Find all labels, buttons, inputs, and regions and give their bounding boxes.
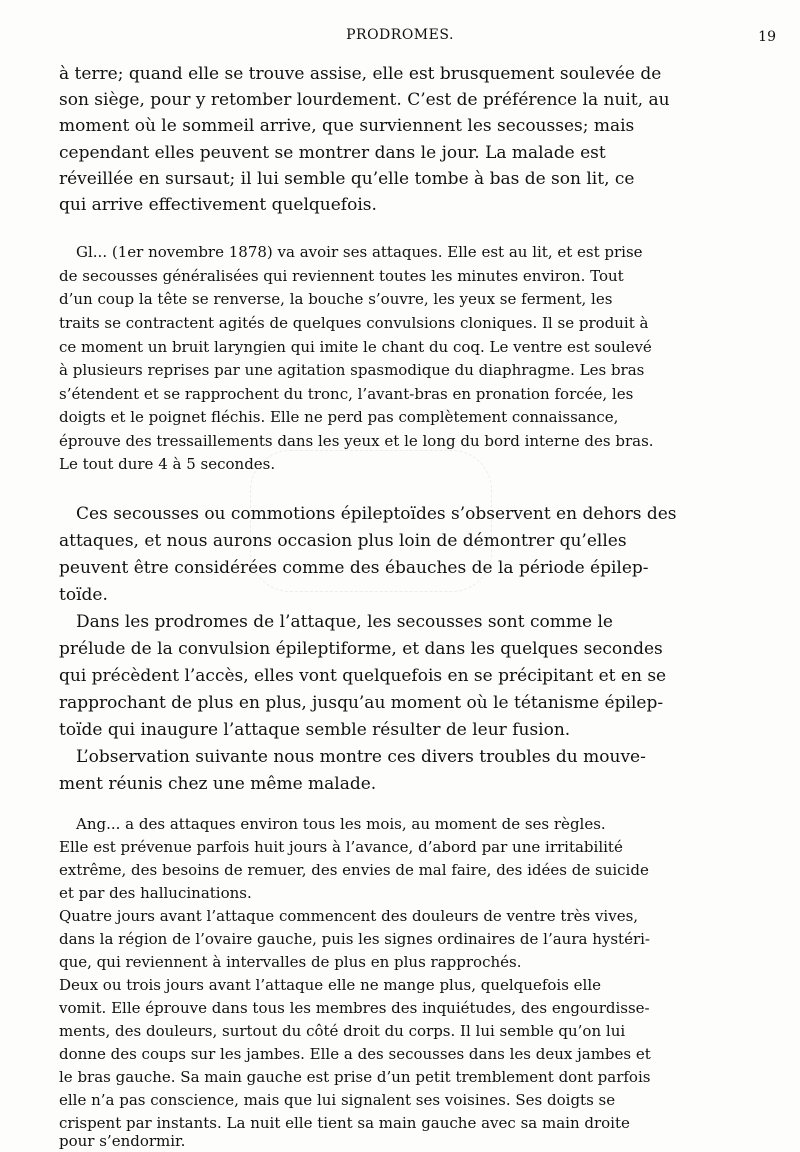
text-line: qui arrive effectivement quelquefois. <box>59 195 377 215</box>
text-line: donne des coups sur les jambes. Elle a des secousses dans les deux jambes et <box>59 1045 651 1063</box>
text-line: Quatre jours avant l’attaque commencent des douleurs de ventre très vives, <box>59 907 639 925</box>
text-line: attaques, et nous aurons occasion plus loin de démontrer qu’elles <box>59 531 627 551</box>
text-line: elle n’a pas conscience, mais que lui signalent ses voisines. Ses doigts se <box>59 1091 616 1109</box>
text-line: traits se contractent agités de quelques convulsions cloniques. Il se produit à <box>59 314 649 332</box>
text-line: doigts et le poignet fléchis. Elle ne perd pas complètement connaissance, <box>59 408 619 426</box>
text-line: vomit. Elle éprouve dans tous les membres des inquiétudes, des engourdisse- <box>59 999 650 1017</box>
text-line: que, qui reviennent à intervalles de plus en plus rapprochés. <box>59 953 522 971</box>
text-line: Ang... a des attaques environ tous les mois, au moment de ses règles. <box>76 815 606 833</box>
text-line: à plusieurs reprises par une agitation spasmodique du diaphragme. Les bras <box>59 361 645 379</box>
text-line: Elle est prévenue parfois huit jours à l’avance, d’abord par une irritabilité <box>59 838 623 856</box>
text-line: le bras gauche. Sa main gauche est prise d’un petit tremblement dont parfois <box>59 1068 651 1086</box>
text-line: Ces secousses ou commotions épileptoïdes s’observent en dehors des <box>76 504 677 524</box>
text-line: réveillée en sursaut; il lui semble qu’elle tombe à bas de son lit, ce <box>59 169 635 189</box>
text-line: Deux ou trois jours avant l’attaque elle ne mange plus, quelquefois elle <box>59 976 602 994</box>
text-line: L’observation suivante nous montre ces divers troubles du mouve- <box>76 747 646 767</box>
text-line: et par des hallucinations. <box>59 884 252 902</box>
page-header <box>0 27 800 49</box>
text-line: extrême, des besoins de remuer, des envies de mal faire, des idées de suicide <box>59 861 649 879</box>
text-line: toïde. <box>59 585 108 605</box>
text-line: dans la région de l’ovaire gauche, puis les signes ordinaires de l’aura hystéri- <box>59 930 650 948</box>
page-number: 19 <box>758 29 776 45</box>
text-line: Le tout dure 4 à 5 secondes. <box>59 455 276 473</box>
text-line: éprouve des tressaillements dans les yeux et le long du bord interne des bras. <box>59 432 654 450</box>
text-line: pour s’endormir. <box>59 1132 186 1150</box>
text-line: moment où le sommeil arrive, que surviennent les secousses; mais <box>59 116 635 136</box>
text-line: ments, des douleurs, surtout du côté droit du corps. Il lui semble qu’on lui <box>59 1022 626 1040</box>
text-line: ment réunis chez une même malade. <box>59 774 377 794</box>
text-line: s’étendent et se rapprochent du tronc, l’avant-bras en pronation forcée, les <box>59 385 634 403</box>
text-line: d’un coup la tête se renverse, la bouche s’ouvre, les yeux se ferment, les <box>59 290 613 308</box>
text-line: à terre; quand elle se trouve assise, elle est brusquement soulevée de <box>59 64 662 84</box>
text-line: toïde qui inaugure l’attaque semble résulter de leur fusion. <box>59 720 571 740</box>
text-line: de secousses généralisées qui reviennent toutes les minutes environ. Tout <box>59 267 624 285</box>
text-line: prélude de la convulsion épileptiforme, et dans les quelques secondes <box>59 639 663 659</box>
text-line: rapprochant de plus en plus, jusqu’au moment où le tétanisme épilep- <box>59 693 664 713</box>
running-head: PRODROMES. <box>346 27 454 43</box>
text-line: qui précèdent l’accès, elles vont quelquefois en se précipitant et en se <box>59 666 667 686</box>
text-line: Dans les prodromes de l’attaque, les secousses sont comme le <box>76 612 613 632</box>
text-line: peuvent être considérées comme des ébauches de la période épilep- <box>59 558 649 578</box>
text-line: crispent par instants. La nuit elle tient sa main gauche avec sa main droite <box>59 1114 630 1132</box>
text-line: cependant elles peuvent se montrer dans le jour. La malade est <box>59 143 606 163</box>
text-line: ce moment un bruit laryngien qui imite le chant du coq. Le ventre est soulevé <box>59 338 652 356</box>
text-line: son siège, pour y retomber lourdement. C’est de préférence la nuit, au <box>59 90 670 110</box>
text-line: Gl... (1er novembre 1878) va avoir ses attaques. Elle est au lit, et est prise <box>76 243 643 261</box>
